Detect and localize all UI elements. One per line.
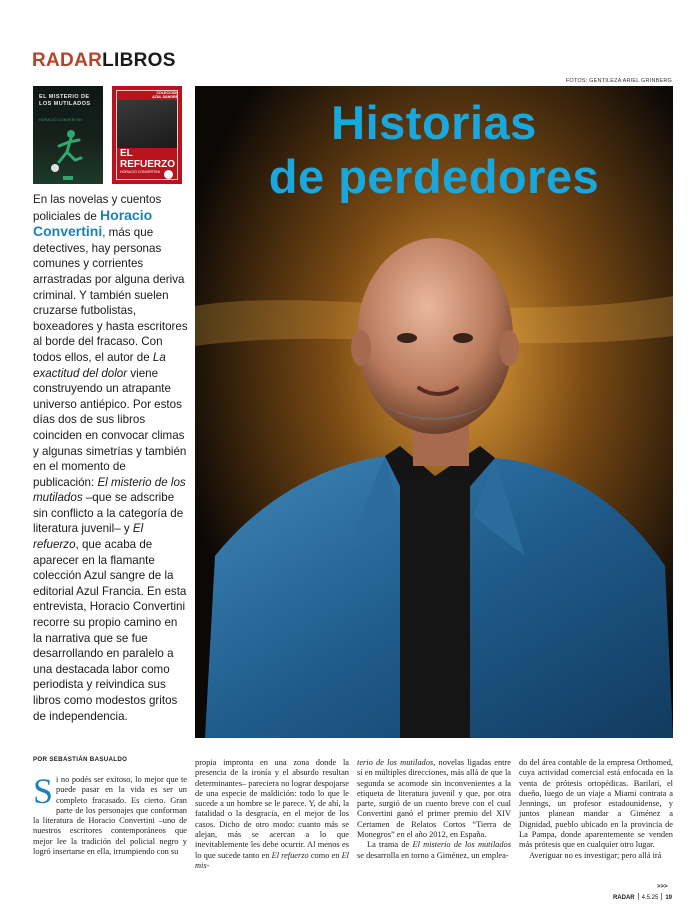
body-column-2: propia impronta en una zona donde la presencia de la ironía y el absurdo resultan determinantes– pareciera no lograr despojarse de una especie de maldición: todo lo que le sucede a un hombre se le parece. Y, de ahí, la fatalidad o la desgracia, en el mejor de los casos. Dicho de otro modo: cuanto más se alejan, más se acercan a lo que inevitablemente les debe ocurrir. Al menos es lo que sucede tanto en El refuerzo como en El mis- — [195, 758, 350, 870]
body-column-1: Si no podés ser exitoso, lo mejor que te puede pasar en la vida es ser un completo fracasado. Es cierto. Gran parte de los personajes que conforman la literatura de Horacio Convertini –uno de nuestros escritores contemporáneos que mejor lee la tradición del policial negro y logró insertarse en ella, irrumpiendo con su — [33, 771, 187, 857]
cover-title: EL REFUERZO — [120, 148, 175, 170]
section-header-libros: LIBROS — [102, 50, 176, 71]
headline — [195, 96, 673, 204]
section-header — [32, 50, 176, 72]
publisher-seal — [164, 170, 173, 179]
cover-collection: COLECCIÓN AZUL SANGRE — [152, 91, 178, 100]
publisher-logo — [63, 176, 73, 180]
book-cover-misterio — [33, 86, 103, 184]
drop-cap: S — [33, 771, 54, 811]
body-column-4: do del área contable de la empresa Orthomed, cuya actividad comercial está enfocada en la venta de prótesis ortopédicas. Barilari, el dueño, luego de un viaje a Miami contrata a Jennings, un profesor estadounidense, y juntos planean mandar a Giménez a Dignidad, pueblo ubicado en la provincia de La Pampa, donde aparentemente se venden más prótesis que en cualquier otro lugar. Averiguar no es investigar; pero allá irá — [519, 758, 673, 860]
body-column-3: terio de los mutilados, novelas ligadas entre sí en múltiples direcciones, más allá de que la segunda se acomode sin inconvenientes a la etiqueta de literatura juvenil y que, por otra parte, surgió de un cuento breve con el cual Convertini ganó el primer premio del XIV Certamen de Relatos Cortos “Tierra de Monegros” en el año 2012, en España. La trama de El misterio de los mutilados se desarrolla en torno a Giménez, un emplea- — [357, 758, 511, 860]
cover-photo — [117, 100, 177, 148]
cover-author: HORACIO CONVERTINI — [39, 118, 83, 122]
author-portrait — [195, 86, 673, 738]
section-header-radar: RADAR — [32, 50, 103, 71]
headline-line-2: de perdedores — [268, 150, 600, 203]
continue-arrows: >>> — [657, 884, 668, 890]
intro-paragraph: En las novelas y cuentos policiales de Horacio Convertini, más que detectives, hay personas comunes y corrientes arrastradas por alguna deriva criminal. Y también suelen cruzarse futbolistas, boxeadores y hasta escritores al borde del fracaso. Con todos ellos, el autor de La exactitud del dolor viene construyendo un atrapante universo antiépico. Por estos días dos de sus libros coinciden en convocar climas y algunas simetrías y también en el momento de publicación: El misterio de los mutilados –que se adscribe sin conflicto a la categoría de literatura juvenil– y El refuerzo, que acaba de aparecer en la flamante colección Azul sangre de la editorial Azul Francia. En esta entrevista, Horacio Convertini recorre su propio camino en la narrativa que se fue desarrollando en paralelo a una destacada labor como periodista y reivindica sus libros como modestos gritos de independencia. — [33, 193, 188, 723]
byline: POR SEBASTIÁN BASUALDO — [33, 756, 128, 763]
book-cover-refuerzo — [112, 86, 182, 184]
footer-brand: RADAR — [612, 895, 635, 901]
cover-title: EL MISTERIO DE LOS MUTILADOS — [39, 94, 91, 107]
footer-date: 4.5.25 — [641, 895, 659, 901]
soccer-player-illustration — [47, 128, 89, 174]
page-footer — [613, 893, 672, 901]
photo-credit: FOTOS: GENTILEZA ARIEL GRINBERG — [565, 78, 672, 84]
author-name: Horacio Convertini — [33, 206, 153, 240]
page-number: 19 — [665, 895, 672, 901]
cover-author: HORACIO CONVERTINI — [120, 170, 160, 174]
headline-line-1: Historias — [331, 96, 537, 149]
